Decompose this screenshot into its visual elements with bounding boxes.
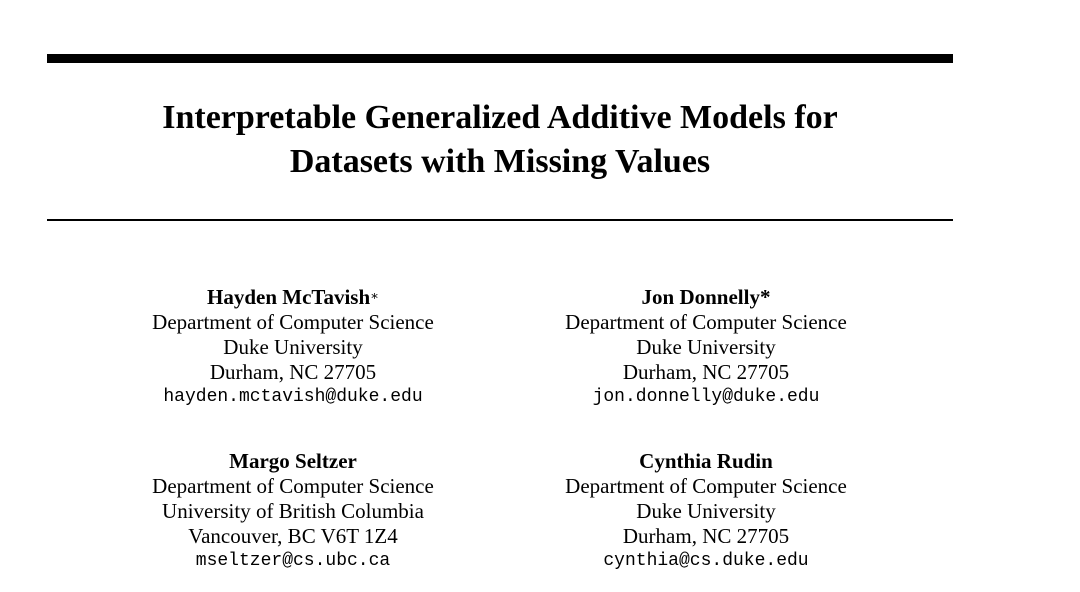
author-institution: University of British Columbia <box>162 499 424 523</box>
bottom-rule <box>47 219 953 221</box>
author-location: Durham, NC 27705 <box>209 360 377 384</box>
title-line-1: Interpretable Generalized Additive Models for <box>162 99 838 136</box>
author-block-2 <box>496 285 916 410</box>
author-location: Durham, NC 27705 <box>622 360 790 384</box>
author-department: Department of Computer Science <box>152 474 434 498</box>
author-department: Department of Computer Science <box>565 310 847 334</box>
author-institution: Duke University <box>636 499 776 523</box>
author-email[interactable]: cynthia@cs.duke.edu <box>603 551 809 571</box>
author-email[interactable]: mseltzer@cs.ubc.ca <box>195 551 391 571</box>
top-rule <box>47 54 953 63</box>
author-institution: Duke University <box>223 335 363 359</box>
author-block-3 <box>83 449 503 574</box>
author-department: Department of Computer Science <box>152 310 434 334</box>
author-name: Margo Seltzer <box>229 449 357 473</box>
equal-contribution-mark: ∗ <box>370 288 379 303</box>
author-email[interactable]: jon.donnelly@duke.edu <box>592 387 820 407</box>
author-block-1 <box>83 285 503 410</box>
title-line-2: Datasets with Missing Values <box>289 143 711 180</box>
author-name: Hayden McTavish∗ <box>206 285 379 309</box>
author-department: Department of Computer Science <box>565 474 847 498</box>
author-location: Vancouver, BC V6T 1Z4 <box>188 524 398 548</box>
author-block-4 <box>496 449 916 574</box>
author-email[interactable]: hayden.mctavish@duke.edu <box>163 387 423 407</box>
author-name: Jon Donnelly* <box>641 285 771 309</box>
author-name: Cynthia Rudin <box>639 449 773 473</box>
paper-title <box>47 96 953 184</box>
author-institution: Duke University <box>636 335 776 359</box>
author-location: Durham, NC 27705 <box>622 524 790 548</box>
